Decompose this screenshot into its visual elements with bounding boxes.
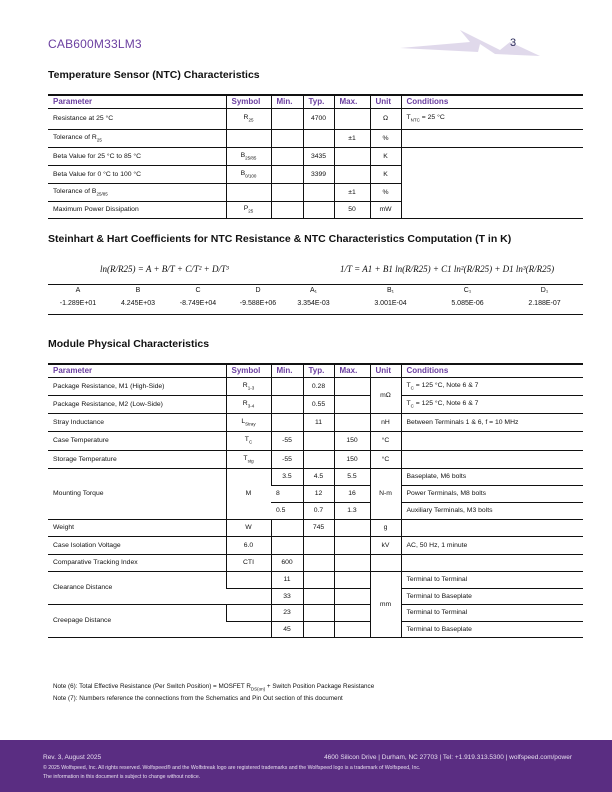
conditions: $T_C = 125$ °C, Note 6 & 7: [401, 395, 583, 413]
module-table: [48, 363, 583, 638]
min: 0.5: [271, 502, 303, 519]
symbol: M: [226, 468, 271, 519]
conditions: $T_C = 125$ °C, Note 6 & 7: [401, 377, 583, 395]
conditions: $T_{NTC} = 25$ °C: [401, 108, 583, 129]
unit: N-m: [370, 468, 401, 519]
param: Comparative Tracking Index: [48, 554, 226, 571]
unit: K: [370, 165, 401, 183]
typ: 0.28: [303, 377, 334, 395]
page-number: 3: [510, 37, 517, 49]
param: Clearance Distance: [48, 571, 226, 604]
col-header: Max.: [334, 95, 370, 108]
table-row: [48, 395, 583, 413]
min: 33: [271, 588, 303, 604]
symbol: CTI: [226, 554, 271, 571]
copyright-text: © 2025 Wolfspeed, Inc. All rights reserved. Wolfspeed® and the Wolfstreak logo are registered trademarks and the Wolfspeed logo is a trademark of Wolfspeed, Inc.: [43, 765, 421, 771]
typ: 745: [303, 519, 334, 536]
typ: 11: [303, 413, 334, 431]
max: 150: [334, 450, 370, 468]
unit: %: [370, 129, 401, 147]
coef-table-right: [275, 284, 583, 315]
coef-header: C: [195, 287, 201, 294]
note-7: Note (7): Numbers reference the connections from the Schematics and Pin Out section of this document: [53, 695, 343, 703]
coef-value: 2.188E-07: [528, 300, 561, 307]
unit: nH: [370, 413, 401, 431]
coef-header: B₁: [386, 287, 395, 294]
conditions: Terminal to Baseplate: [401, 621, 583, 637]
param: Beta Value for 0 °C to 100 °C: [48, 165, 226, 183]
note-6: Note (6): Total Effective Resistance (Per Switch Position) = MOSFET $R_{DS(on)}$ + Switch Position Package Resistance: [53, 683, 375, 692]
conditions: Between Terminals 1 & 6, f = 10 MHz: [401, 413, 583, 431]
copyright: [43, 764, 420, 781]
coef-header: A₁: [309, 287, 318, 294]
conditions: Baseplate, M6 bolts: [401, 468, 583, 485]
param: Mounting Torque: [48, 468, 226, 519]
unit: g: [370, 519, 401, 536]
table-row: [48, 554, 583, 571]
min: 8: [271, 485, 303, 502]
param: Tolerance of $B_{25/85}$: [48, 183, 226, 201]
col-header: Conditions: [401, 95, 583, 108]
param: Storage Temperature: [48, 450, 226, 468]
col-header: Unit: [370, 364, 401, 377]
table-row: [48, 571, 583, 588]
coef-value: 3.001E-04: [374, 300, 407, 307]
unit: mΩ: [370, 377, 401, 413]
module-section-title: Module Physical Characteristics: [48, 338, 210, 350]
col-header: Unit: [370, 95, 401, 108]
typ: 4700: [303, 108, 334, 129]
coef-value: 4.245E+03: [120, 300, 156, 307]
col-header: Min.: [271, 364, 303, 377]
symbol: $B_{0/100}$: [226, 165, 271, 183]
unit: mm: [370, 571, 401, 637]
typ: 3399: [303, 165, 334, 183]
min: -55: [271, 450, 303, 468]
symbol: $T_C$: [226, 431, 271, 450]
symbol: W: [226, 519, 271, 536]
conditions: AC, 50 Hz, 1 minute: [401, 536, 583, 554]
coef-value: 3.354E-03: [297, 300, 330, 307]
param: Package Resistance, M1 (High-Side): [48, 377, 226, 395]
conditions: Terminal to Baseplate: [401, 588, 583, 604]
table-row: [48, 431, 583, 450]
unit: K: [370, 147, 401, 165]
coef-value: -8.749E+04: [179, 300, 217, 307]
max: 50: [334, 201, 370, 218]
max: 5.5: [334, 468, 370, 485]
min: 45: [271, 621, 303, 637]
param: Resistance at 25 °C: [48, 108, 226, 129]
typ: 3435: [303, 147, 334, 165]
equation-inverse-t: 1/T = A1 + B1 ln(R/R25) + C1 ln²(R/R25) + D1 ln³(R/R25): [340, 264, 555, 274]
min: 3.5: [271, 468, 303, 485]
table-row: [48, 413, 583, 431]
table-row: [48, 519, 583, 536]
param: Package Resistance, M2 (Low-Side): [48, 395, 226, 413]
coef-table-left: [48, 284, 288, 315]
col-header: Symbol: [226, 364, 271, 377]
typ: 0.55: [303, 395, 334, 413]
coef-value: -1.289E+01: [59, 300, 97, 307]
col-header: Typ.: [303, 364, 334, 377]
ntc-section-title: Temperature Sensor (NTC) Characteristics: [48, 69, 260, 81]
col-header: Parameter: [48, 364, 226, 377]
unit: °C: [370, 450, 401, 468]
table-row: [48, 604, 583, 621]
col-header: Conditions: [401, 364, 583, 377]
param: Creepage Distance: [48, 604, 226, 637]
param: Weight: [48, 519, 226, 536]
unit: °C: [370, 431, 401, 450]
symbol: 6.0: [226, 536, 271, 554]
sh-section-title: Steinhart & Hart Coefficients for NTC Resistance & NTC Characteristics Computation (T in K): [48, 233, 512, 245]
col-header: Max.: [334, 364, 370, 377]
max: 16: [334, 485, 370, 502]
table-row: [48, 468, 583, 485]
min: -55: [271, 431, 303, 450]
equation-ln: ln(R/R25) = A + B/T + C/T² + D/T³: [100, 264, 229, 274]
table-row: [48, 450, 583, 468]
param: Stray Inductance: [48, 413, 226, 431]
col-header: Parameter: [48, 95, 226, 108]
col-header: Min.: [271, 95, 303, 108]
coef-header: B: [135, 287, 141, 294]
typ: 0.7: [303, 502, 334, 519]
min: 23: [271, 604, 303, 621]
typ: 12: [303, 485, 334, 502]
ntc-table: [48, 94, 583, 219]
coef-value: 5.085E-06: [451, 300, 484, 307]
param: Beta Value for 25 °C to 85 °C: [48, 147, 226, 165]
coef-header: D: [255, 287, 261, 294]
disclaimer-text: The information in this document is subject to change without notice.: [43, 773, 201, 780]
min: 11: [271, 571, 303, 588]
footer: [0, 740, 612, 792]
coef-header: A: [75, 287, 81, 294]
symbol: $L_{Stray}$: [226, 413, 271, 431]
wolfstreak-logo-icon: [400, 28, 540, 58]
max: 150: [334, 431, 370, 450]
symbol: $B_{25/85}$: [226, 147, 271, 165]
min: 600: [271, 554, 303, 571]
symbol: $R_{3-4}$: [226, 395, 271, 413]
address: 4600 Silicon Drive | Durham, NC 27703 | Tel: +1.919.313.5300 | wolfspeed.com/power: [324, 754, 572, 761]
symbol: $T_{stg}$: [226, 450, 271, 468]
typ: 4.5: [303, 468, 334, 485]
param: Case Isolation Voltage: [48, 536, 226, 554]
table-row: [48, 377, 583, 395]
table-row: [48, 147, 583, 165]
conditions: Auxiliary Terminals, M3 bolts: [401, 502, 583, 519]
coef-header: D₁: [540, 287, 549, 294]
unit: mW: [370, 201, 401, 218]
conditions: Terminal to Terminal: [401, 604, 583, 621]
document-title: CAB600M33LM3: [48, 37, 142, 51]
max: 1.3: [334, 502, 370, 519]
col-header: Symbol: [226, 95, 271, 108]
symbol: $R_{25}$: [226, 108, 271, 129]
conditions: Power Terminals, M8 bolts: [401, 485, 583, 502]
symbol: $P_{25}$: [226, 201, 271, 218]
unit: kV: [370, 536, 401, 554]
param: Case Temperature: [48, 431, 226, 450]
param: Tolerance of $R_{25}$: [48, 129, 226, 147]
table-row: [48, 536, 583, 554]
unit: %: [370, 183, 401, 201]
table-row: [48, 108, 583, 129]
conditions: Terminal to Terminal: [401, 571, 583, 588]
max: ±1: [334, 183, 370, 201]
coef-value: -9.588E+06: [239, 300, 277, 307]
revision: Rev. 3, August 2025: [43, 754, 102, 761]
table-row: [48, 129, 583, 147]
col-header: Typ.: [303, 95, 334, 108]
max: ±1: [334, 129, 370, 147]
notes: [53, 682, 374, 704]
coef-header: C₁: [463, 287, 472, 294]
param: Maximum Power Dissipation: [48, 201, 226, 218]
unit: Ω: [370, 108, 401, 129]
symbol: $R_{1-3}$: [226, 377, 271, 395]
